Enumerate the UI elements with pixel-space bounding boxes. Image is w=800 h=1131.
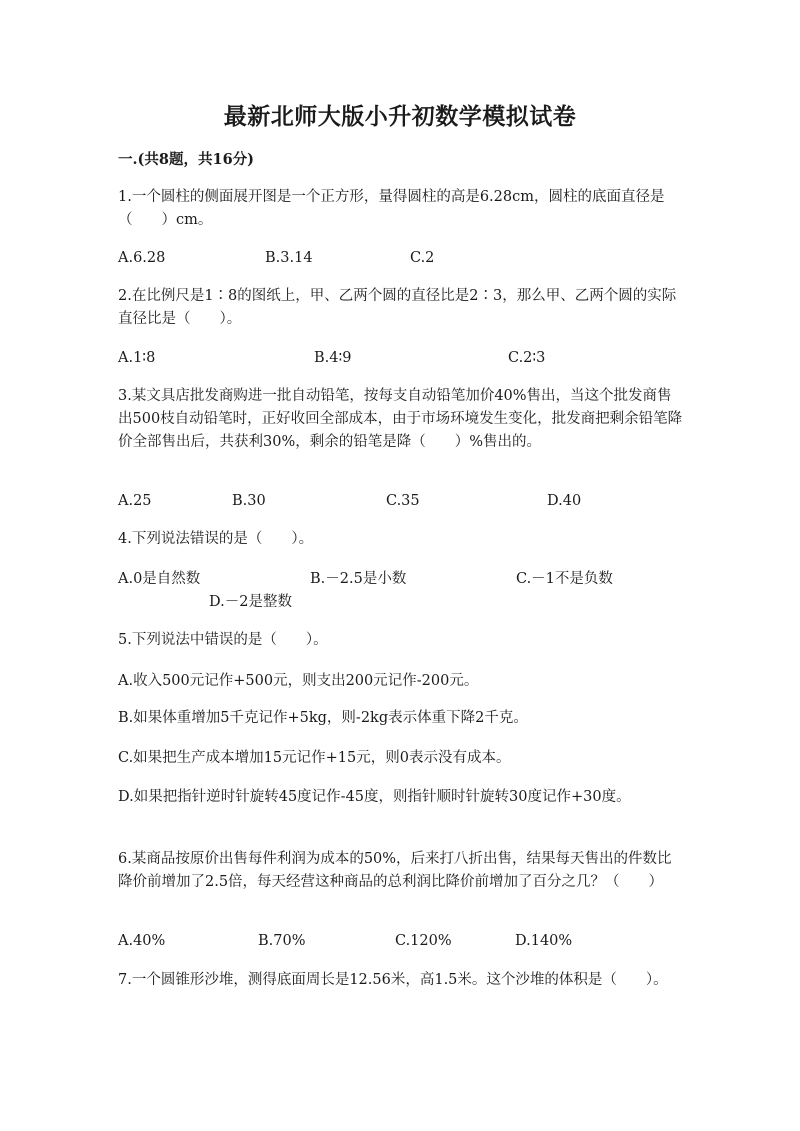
question-5-stem: 5.下列说法中错误的是（ ）。	[118, 632, 328, 648]
question-5-option-d[interactable]: D.如果把指针逆时针旋转45度记作-45度，则指针顺时针旋转30度记作+30度。	[118, 789, 631, 805]
question-3-option-d[interactable]: D.40	[547, 493, 582, 509]
page-title: 最新北师大版小升初数学模拟试卷	[223, 103, 577, 130]
question-3-option-b[interactable]: B.30	[232, 493, 266, 509]
question-3-stem: 3.某文具店批发商购进一批自动铅笔，按每支自动铅笔加价40%售出，当这个批发商售出500枝自动铅笔时，正好收回全部成本，由于市场环境发生变化，批发商把剩余铅笔降价全部售出后，共获利30%，剩余的铅笔是降（ ）%售出的。	[118, 388, 683, 450]
question-4-stem: 4.下列说法错误的是（ ）。	[118, 531, 314, 547]
question-5-option-a[interactable]: A.收入500元记作+500元，则支出200元记作-200元。	[118, 673, 479, 689]
question-5-option-c[interactable]: C.如果把生产成本增加15元记作+15元，则0表示没有成本。	[118, 750, 511, 766]
question-7-stem: 7.一个圆锥形沙堆，测得底面周长是12.56米，高1.5米。这个沙堆的体积是（ ）。	[118, 972, 668, 988]
question-2-option-a[interactable]: A.1∶8	[118, 350, 156, 366]
question-1-option-c[interactable]: C.2	[410, 250, 435, 266]
question-6-option-b[interactable]: B.70%	[258, 933, 306, 949]
question-6-stem: 6.某商品按原价出售每件利润为成本的50%，后来打八折出售，结果每天售出的件数比降价前增加了2.5倍，每天经营这种商品的总利润比降价前增加了百分之几？（ ）	[118, 851, 672, 890]
question-3-option-c[interactable]: C.35	[386, 493, 420, 509]
question-1-stem: 1.一个圆柱的侧面展开图是一个正方形，量得圆柱的高是6.28cm，圆柱的底面直径是（ ）cm。	[118, 189, 665, 228]
section-heading: 一.(共8题，共16分)	[118, 151, 255, 168]
question-2-option-c[interactable]: C.2∶3	[508, 350, 546, 366]
question-2-option-b[interactable]: B.4∶9	[314, 350, 352, 366]
question-4-option-d[interactable]: D.－2是整数	[209, 594, 292, 610]
question-2-stem: 2.在比例尺是1∶8的图纸上，甲、乙两个圆的直径比是2∶3，那么甲、乙两个圆的实际直径比是（ ）。	[118, 288, 677, 327]
question-3-option-a[interactable]: A.25	[118, 493, 152, 509]
question-1-option-a[interactable]: A.6.28	[118, 250, 166, 266]
question-6-option-d[interactable]: D.140%	[515, 933, 573, 949]
question-4-option-c[interactable]: C.－1不是负数	[516, 571, 613, 587]
question-6-option-c[interactable]: C.120%	[395, 933, 452, 949]
question-4-option-b[interactable]: B.－2.5是小数	[310, 571, 407, 587]
question-6-option-a[interactable]: A.40%	[118, 933, 166, 949]
question-4-option-a[interactable]: A.0是自然数	[118, 571, 201, 587]
question-1-option-b[interactable]: B.3.14	[265, 250, 313, 266]
question-5-option-b[interactable]: B.如果体重增加5千克记作+5kg，则-2kg表示体重下降2千克。	[118, 710, 528, 726]
